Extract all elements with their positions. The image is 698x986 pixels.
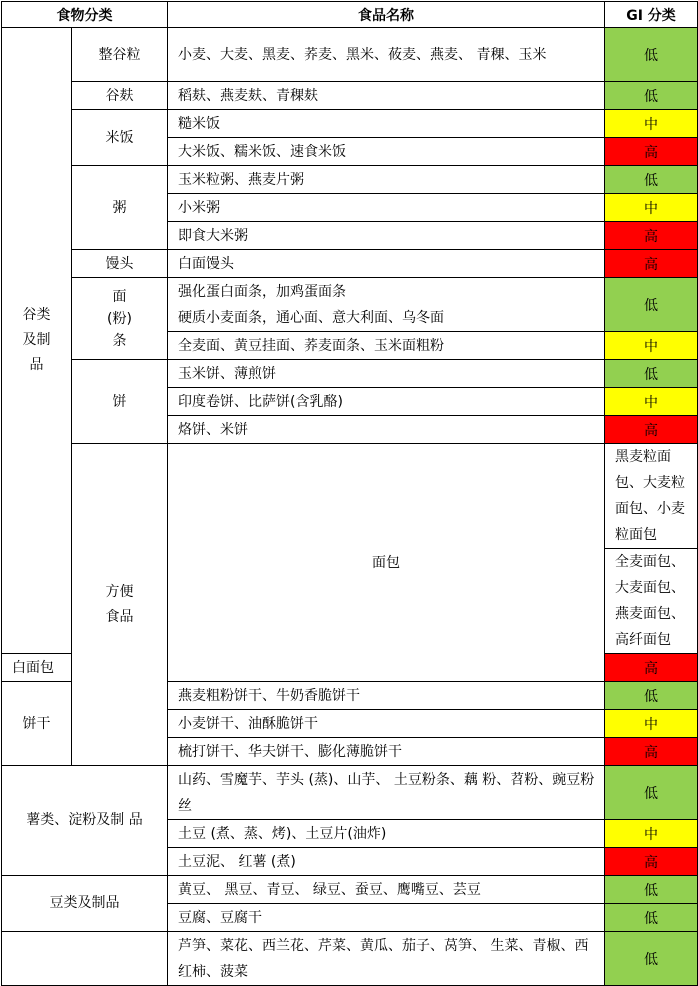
food-name: 即食大米粥 [168,222,605,250]
food-name: 黑麦粒面包、大麦粒面包、小麦粒面包 [605,444,698,549]
category-beans: 豆类及制品 [2,876,168,932]
food-name: 大米饭、糯米饭、速食米饭 [168,138,605,166]
gi-badge: 低 [605,766,698,820]
subcategory-biscuit: 饼干 [2,682,72,766]
food-name: 玉米粒粥、燕麦片粥 [168,166,605,194]
subcategory-porridge: 粥 [72,166,168,250]
food-name: 烙饼、米饼 [168,416,605,444]
food-name: 小米粥 [168,194,605,222]
table-row [2,876,698,904]
table-row [2,28,698,82]
food-name: 土豆泥、 红薯 (煮) [168,848,605,876]
gi-food-table [1,1,698,986]
gi-badge: 低 [605,904,698,932]
food-name: 土豆 (煮、蒸、烤)、土豆片(油炸) [168,820,605,848]
header-food-name: 食品名称 [168,2,605,28]
gi-badge: 高 [605,222,698,250]
table-row [2,82,698,110]
food-name: 糙米饭 [168,110,605,138]
food-name: 小麦饼干、油酥脆饼干 [168,710,605,738]
gi-badge: 低 [605,28,698,82]
gi-badge: 中 [605,820,698,848]
gi-badge: 低 [605,876,698,904]
subcategory-pancake: 饼 [72,360,168,444]
gi-badge: 高 [605,654,698,682]
header-category: 食物分类 [2,2,168,28]
gi-badge: 中 [605,194,698,222]
food-name: 稻麸、燕麦麸、青稞麸 [168,82,605,110]
category-tubers: 薯类、淀粉及制 品 [2,766,168,876]
gi-badge: 低 [605,932,698,986]
gi-badge: 中 [605,110,698,138]
food-name: 燕麦粗粉饼干、牛奶香脆饼干 [168,682,605,710]
food-name: 山药、雪魔芋、芋头 (蒸)、山芋、 土豆粉条、藕 粉、苕粉、豌豆粉丝 [168,766,605,820]
gi-badge: 低 [605,278,698,332]
category-grains: 谷类 及制 品 [2,28,72,654]
gi-badge: 高 [605,138,698,166]
food-name: 白面馒头 [168,250,605,278]
food-name: 芦笋、菜花、西兰花、芹菜、黄瓜、茄子、莴笋、 生菜、青椒、西红柿、菠菜 [168,932,605,986]
food-name: 小麦、大麦、黑麦、荞麦、黑米、莜麦、燕麦、 青稞、玉米 [168,28,605,82]
gi-badge: 中 [605,710,698,738]
table-row [2,278,698,332]
food-name: 玉米饼、薄煎饼 [168,360,605,388]
table-row [2,110,698,138]
gi-badge: 中 [605,388,698,416]
gi-badge: 低 [605,360,698,388]
subcategory-whole-grain: 整谷粒 [72,28,168,82]
gi-badge: 中 [605,332,698,360]
table-row [2,250,698,278]
gi-badge: 高 [605,416,698,444]
gi-badge: 高 [605,848,698,876]
subcategory-mantou: 馒头 [72,250,168,278]
food-name: 全麦面、黄豆挂面、荞麦面条、玉米面粗粉 [168,332,605,360]
subcategory-noodles: 面 (粉) 条 [72,278,168,360]
food-name: 豆腐、豆腐干 [168,904,605,932]
table-row [2,932,698,986]
category-vegetables [2,932,168,986]
subcategory-bran: 谷麸 [72,82,168,110]
table-row [2,766,698,820]
header-gi-class: GI 分类 [605,2,698,28]
food-name: 梳打饼干、华夫饼干、膨化薄脆饼干 [168,738,605,766]
table-row [2,166,698,194]
gi-badge: 高 [605,250,698,278]
food-name: 黄豆、 黑豆、青豆、 绿豆、蚕豆、鹰嘴豆、芸豆 [168,876,605,904]
subcategory-bread: 面包 [168,444,605,682]
category-convenience: 方便 食品 [72,444,168,766]
food-name: 白面包 [2,654,72,682]
subcategory-rice: 米饭 [72,110,168,166]
food-name: 印度卷饼、比萨饼(含乳酪) [168,388,605,416]
gi-badge: 低 [605,166,698,194]
food-name: 强化蛋白面条，加鸡蛋面条 硬质小麦面条，通心面、意大利面、乌冬面 [168,278,605,332]
table-row [2,360,698,388]
gi-badge: 低 [605,682,698,710]
gi-badge: 高 [605,738,698,766]
table-row [2,444,698,549]
header-row [2,2,698,28]
food-name: 全麦面包、大麦面包、燕麦面包、高纤面包 [605,549,698,654]
gi-badge: 低 [605,82,698,110]
